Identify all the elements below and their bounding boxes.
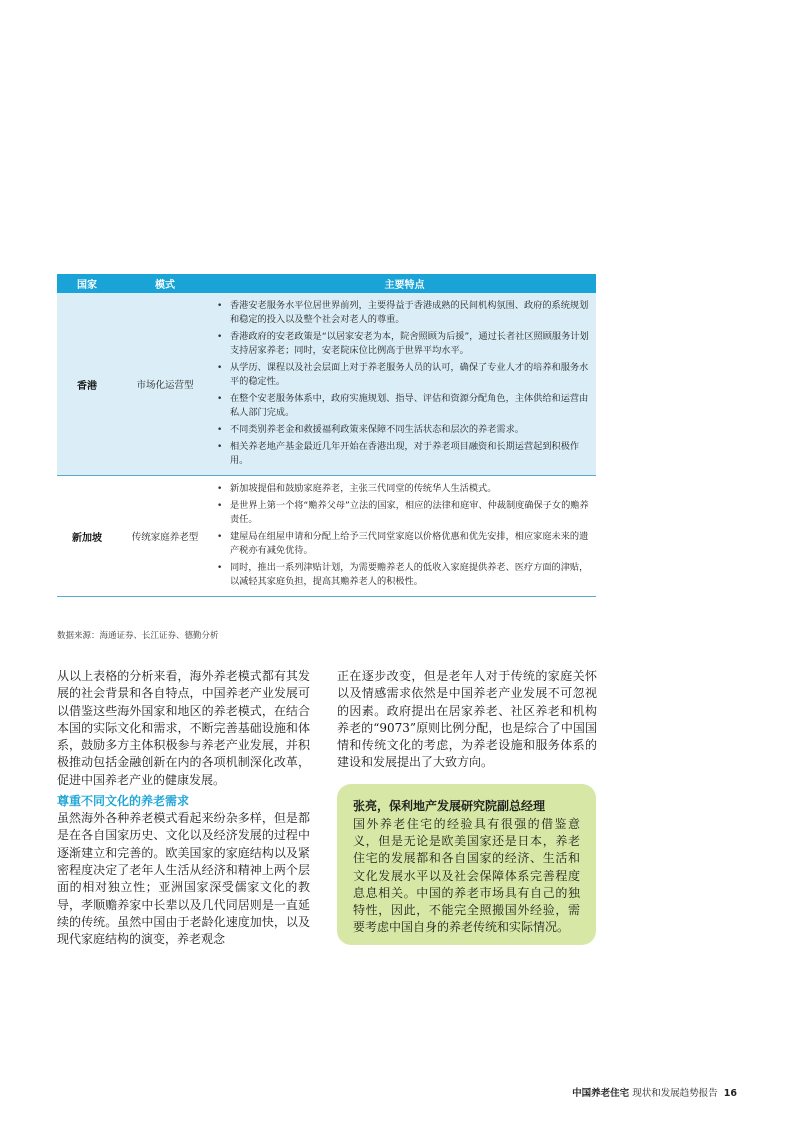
- page-footer: [572, 1085, 737, 1099]
- table-row-singapore: [57, 476, 596, 597]
- feature-item: • 从学历、课程以及社会层面上对于养老服务人员的认可，确保了专业人才的培养和服务水平的稳定性。: [217, 362, 589, 387]
- features-cell: [213, 293, 596, 476]
- header-mode: 模式: [117, 274, 213, 293]
- bullet-icon: •: [217, 532, 223, 542]
- feature-item: • 同时，推出一系列津贴计划，为需要赡养老人的低收入家庭提供养老、医疗方面的津贴，以减轻其家庭负担，提高其赡养老人的积极性。: [217, 562, 589, 587]
- quote-callout: [337, 784, 596, 945]
- country-cell: 香港: [57, 293, 117, 476]
- header-features: 主要特点: [213, 274, 596, 293]
- header-country: 国家: [57, 274, 117, 293]
- bullet-icon: •: [217, 394, 223, 404]
- feature-item: • 在整个安老服务体系中，政府实施规划、指导、评估和资源分配角色，主体供给和运营由私人部门完成。: [217, 393, 589, 418]
- feature-list: [213, 299, 590, 468]
- mode-cell: 传统家庭养老型: [117, 476, 213, 597]
- body-paragraph: 从以上表格的分析来看，海外养老模式都有其发展的社会背景和各自特点，中国养老产业发展可以借鉴这些海外国家和地区的养老模式，在结合本国的实际文化和需求，不断完善基础设施和体系，鼓励多方主体积极参与养老产业发展，并积极推动包括金融创新在内的各项机制深化改革，促进中国养老产业的健康发展。: [57, 669, 310, 787]
- feature-item: • 香港政府的安老政策是“以居家安老为本，院舍照顾为后援”，通过长者社区照顾服务计划支持居家养老；同时，安老院床位比例高于世界平均水平。: [217, 331, 589, 356]
- feature-item: • 不同类别养老金和救援福利政策来保障不同生活状态和层次的养老需求。: [217, 424, 524, 435]
- feature-list: [213, 482, 590, 589]
- mode-cell: 市场化运营型: [117, 293, 213, 476]
- right-column: [337, 668, 597, 772]
- feature-item: • 相关养老地产基金最近几年开始在香港出现，对于养老项目融资和长期运营起到积极作用。: [217, 441, 580, 466]
- left-column: [57, 668, 310, 948]
- bullet-icon: •: [217, 563, 223, 573]
- bullet-icon: •: [217, 425, 223, 435]
- bullet-icon: •: [217, 442, 223, 452]
- quote-speaker: 张亮，保利地产发展研究院副总经理: [353, 799, 546, 813]
- body-paragraph: 正在逐步改变，但是老年人对于传统的家庭关怀以及情感需求依然是中国养老产业发展不可忽视的因素。政府提出在居家养老、社区养老和机构养老的“9073”原则比例分配，也是综合了中国国情和传统文化的考虑，为养老设施和服务体系的建设和发展提出了大致方向。: [337, 669, 597, 770]
- quote-text: 国外养老住宅的经验具有很强的借鉴意义，但是无论是欧美国家还是日本，养老住宅的发展都和各自国家的经济、生活和文化发展水平以及社会保障体系完善程度息息相关。中国的养老市场具有自己的独特性，因此，不能完全照搬国外经验，需要考虑中国自身的养老传统和实际情况。: [353, 817, 580, 935]
- section-subheading: 尊重不同文化的养老需求: [57, 794, 190, 809]
- table-row-hongkong: [57, 293, 596, 476]
- source-note: 数据来源：海通证券、长江证券、德勤分析: [57, 631, 219, 641]
- feature-item: • 香港安老服务水平位居世界前列，主要得益于香港成熟的民间机构氛围、政府的系统规划和稳定的投入以及整个社会对老人的尊重。: [217, 300, 589, 325]
- feature-item: • 建屋局在组屋申请和分配上给予三代同堂家庭以价格优惠和优先安排，相应家庭未来的遗产税亦有减免优待。: [217, 531, 589, 556]
- page-number: 16: [723, 1088, 737, 1099]
- table-header-row: [57, 274, 596, 293]
- feature-item: • 新加坡提倡和鼓励家庭养老，主张三代同堂的传统华人生活模式。: [217, 483, 497, 494]
- country-cell: 新加坡: [57, 476, 117, 597]
- body-paragraph: 虽然海外各种养老模式看起来纷杂多样，但是都是在各自国家历史、文化以及经济发展的过程中逐渐建立和完善的。欧美国家的家庭结构以及紧密程度决定了老年人生活从经济和精神上两个层面的相对独立性；亚洲国家深受儒家文化的教导，孝顺赡养家中长辈以及几代同居则是一直延续的传统。虽然中国由于老龄化速度加快，以及现代家庭结构的演变，养老观念: [57, 811, 310, 947]
- features-cell: [213, 476, 596, 597]
- bullet-icon: •: [217, 332, 223, 342]
- bullet-icon: •: [217, 301, 223, 311]
- footer-brand: 中国养老住宅: [572, 1088, 630, 1099]
- feature-item: • 是世界上第一个将“赡养父母”立法的国家，相应的法律和庭审、仲裁制度确保子女的赡养责任。: [217, 500, 589, 525]
- comparison-table: [57, 274, 596, 597]
- footer-title: 现状和发展趋势报告: [632, 1088, 718, 1099]
- bullet-icon: •: [217, 501, 223, 511]
- bullet-icon: •: [217, 484, 223, 494]
- bullet-icon: •: [217, 363, 223, 373]
